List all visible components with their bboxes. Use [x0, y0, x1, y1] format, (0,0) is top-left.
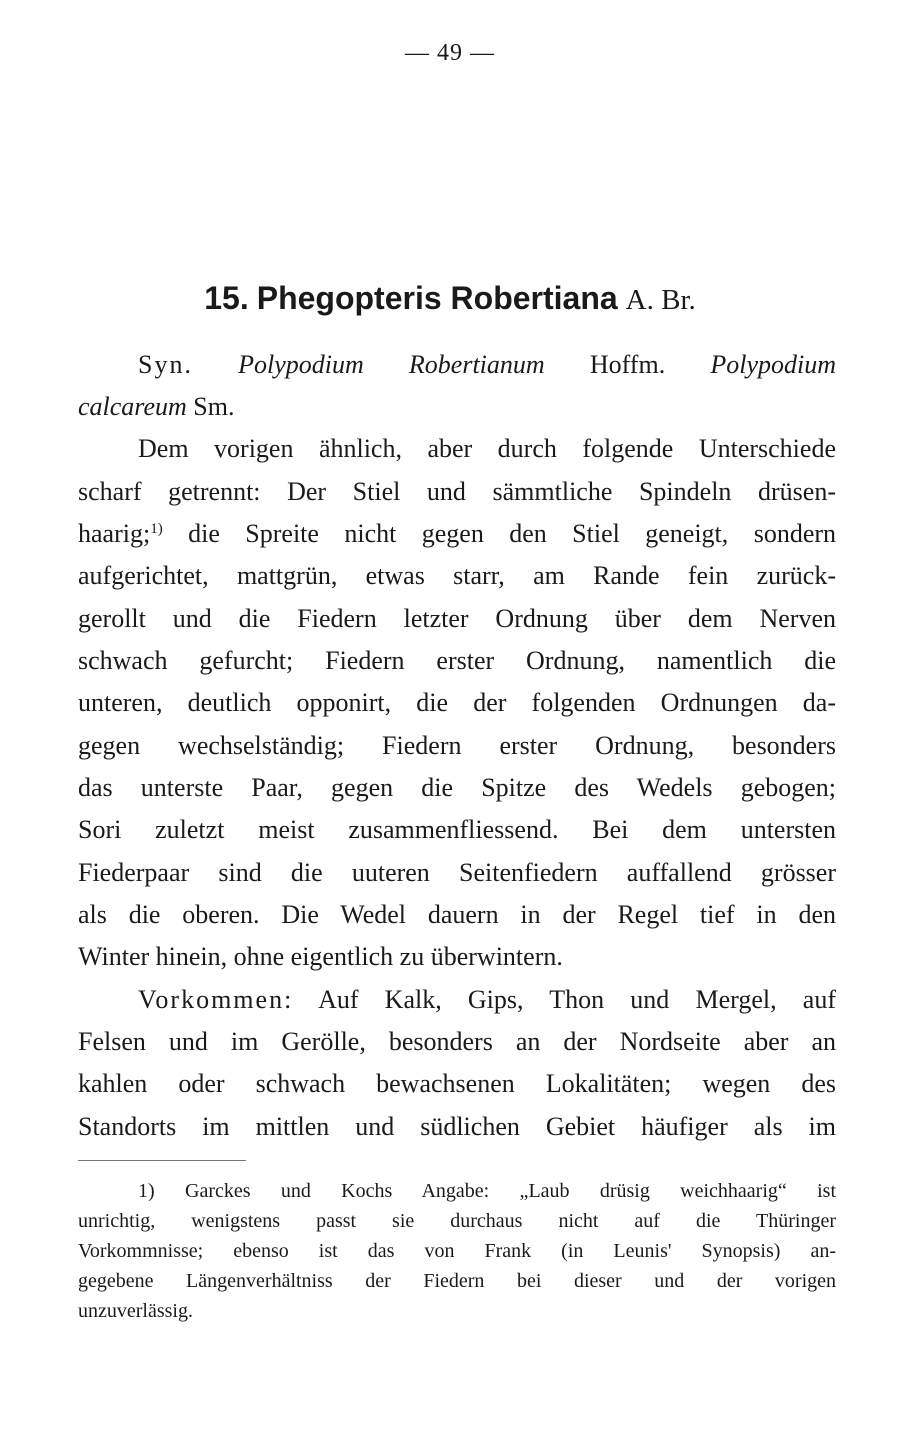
description-line-9: das unterste Paar, gegen die Spitze des Wedels gebogen; [78, 773, 836, 802]
synonym-name-2: Polypodium [710, 350, 837, 379]
occurrence-text: Auf Kalk, Gips, Thon und Mergel, auf [318, 985, 836, 1014]
footnote-line-5: unzuverlässig. [78, 1300, 193, 1322]
synonym-author-1: Hoffm. [589, 350, 666, 379]
description-line-13: Winter hinein, ohne eigentlich zu überwintern. [78, 942, 563, 971]
species-number: 15. [204, 280, 249, 316]
footnote-marker: 1) [138, 1180, 155, 1202]
species-author: A. Br. [625, 284, 696, 316]
description-line-11: Fiederpaar sind die uuteren Seitenfiedern auffallend grösser [78, 858, 836, 887]
description-line-3 [78, 519, 836, 549]
occurrence-line-4: Standorts im mittlen und südlichen Gebiet häufiger als im [78, 1112, 836, 1141]
footnote-line-2: unrichtig, wenigstens passt sie durchaus nicht auf die Thüringer [78, 1210, 836, 1232]
footnote-line-4: gegebene Längenverhältniss der Fiedern bei dieser und der vorigen [78, 1270, 836, 1292]
description-line-10: Sori zuletzt meist zusammenfliessend. Bei dem untersten [78, 815, 836, 844]
occurrence-label: Vorkommen: [138, 985, 294, 1014]
page-number: — 49 — [405, 40, 495, 66]
species-name: Phegopteris Robertiana [256, 280, 618, 316]
footnote-reference: 1) [150, 521, 163, 537]
description-line-7: unteren, deutlich opponirt, die der folgenden Ordnungen da- [78, 688, 836, 717]
description-line-1: Dem vorigen ähnlich, aber durch folgende Unterschiede [138, 434, 836, 463]
synonym-name-1: Polypodium Robertianum [238, 350, 545, 379]
description-line-12: als die oberen. Die Wedel dauern in der Regel tief in den [78, 900, 836, 929]
description-line-5: gerollt und die Fiedern letzter Ordnung über dem Nerven [78, 604, 836, 633]
description-line-2: scharf getrennt: Der Stiel und sämmtliche Spindeln drüsen- [78, 477, 836, 506]
occurrence-line-1 [138, 985, 836, 1015]
footnote-divider [78, 1160, 246, 1161]
syn-label: Syn. [138, 350, 193, 379]
synonym-name-2b: calcareum [78, 392, 187, 421]
footnote-text: Garckes und Kochs Angabe: „Laub drüsig weichhaarig“ ist [185, 1180, 836, 1202]
description-line-6: schwach gefurcht; Fiedern erster Ordnung, namentlich die [78, 646, 836, 675]
description-text: die Spreite nicht gegen den Stiel geneigt, sondern [188, 519, 837, 548]
synonym-line-2 [78, 392, 836, 422]
footnote-line-1 [138, 1178, 836, 1204]
synonym-line-1 [138, 350, 836, 380]
description-line-8: gegen wechselständig; Fiedern erster Ordnung, besonders [78, 731, 836, 760]
species-heading [0, 280, 900, 317]
description-line-4: aufgerichtet, mattgrün, etwas starr, am Rande fein zurück- [78, 561, 836, 590]
description-word: haarig;$^{1)}$ [78, 519, 163, 548]
occurrence-line-2: Felsen und im Gerölle, besonders an der Nordseite aber an [78, 1027, 836, 1056]
synonym-author-2: Sm. [193, 392, 235, 421]
footnote-line-3: Vorkommnisse; ebenso ist das von Frank (in Leunis' Synopsis) an- [78, 1240, 836, 1262]
occurrence-line-3: kahlen oder schwach bewachsenen Lokalitäten; wegen des [78, 1069, 836, 1098]
